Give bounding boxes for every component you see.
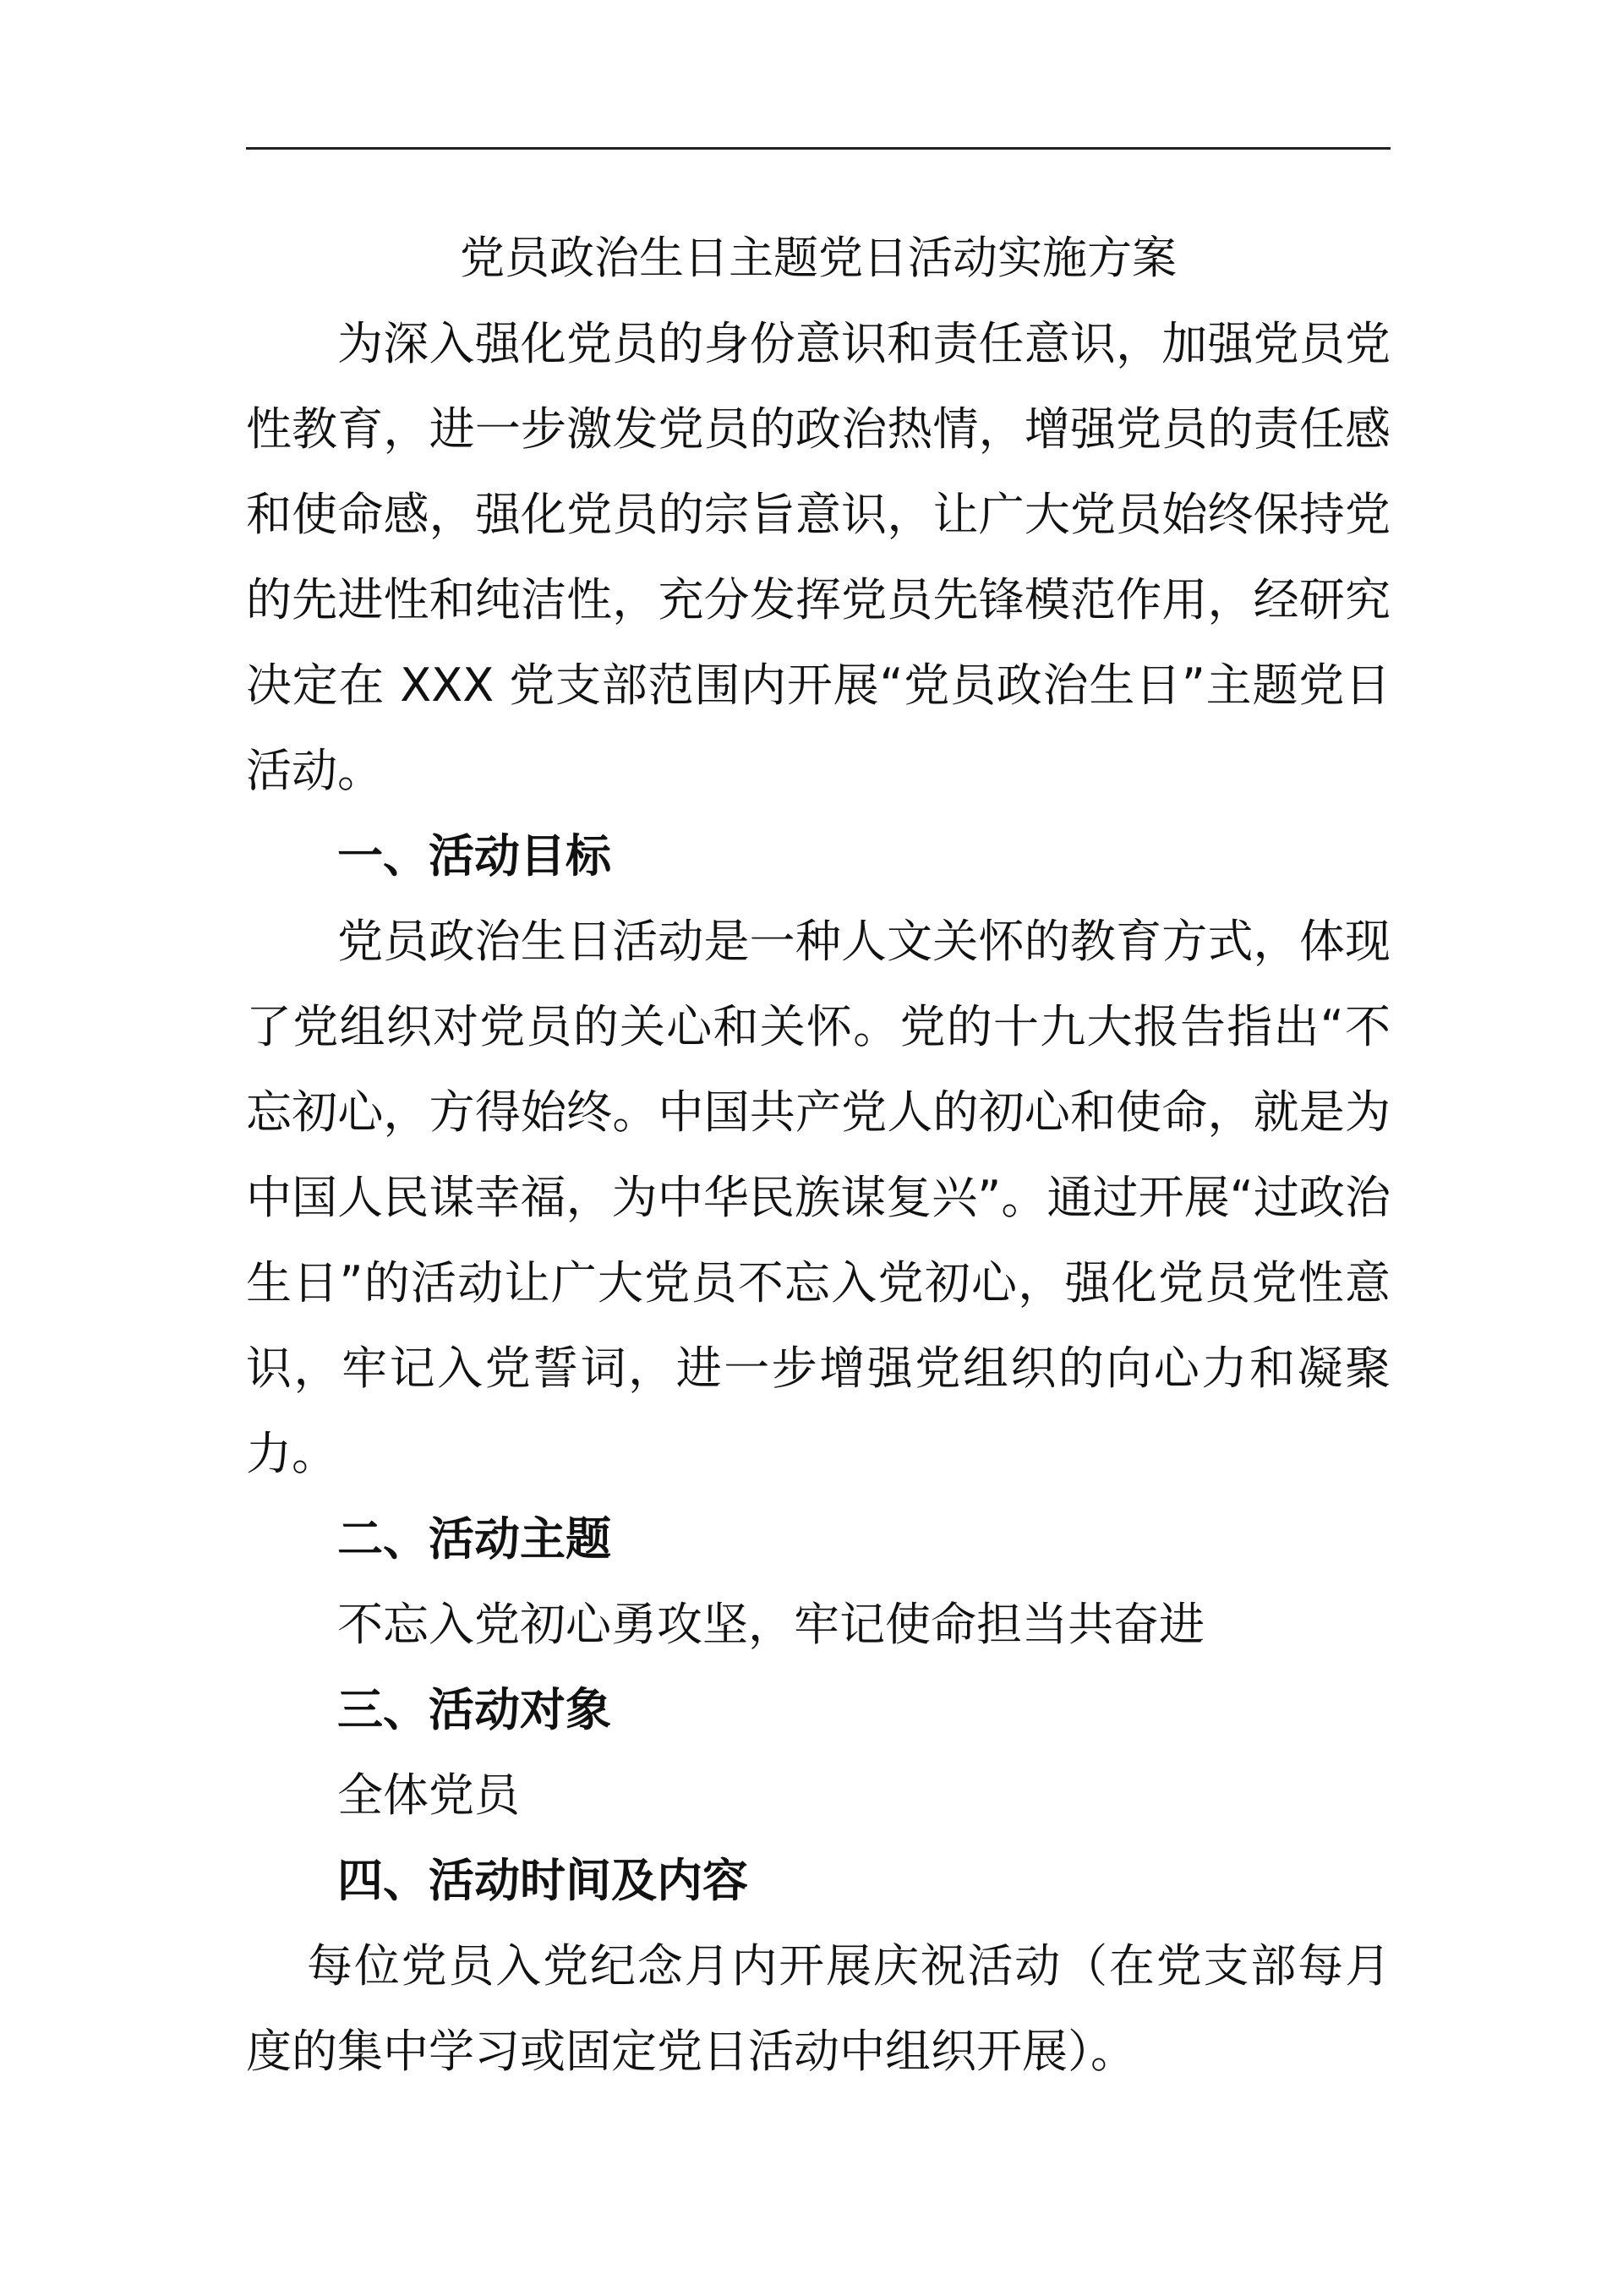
document-body bbox=[246, 216, 1391, 2094]
document-title: 党员政治生日主题党日活动实施方案 bbox=[460, 232, 1177, 284]
section-heading-theme: 二、活动主题 bbox=[337, 1512, 611, 1566]
intro-paragraph: 为深入强化党员的身份意识和责任意识，加强党员党性教育，进一步激发党员的政治热情，增强党员的责任感和使命感，强化党员的宗旨意识，让广大党员始终保持党的先进性和纯洁性，充分发挥党员先锋模范作用，经研究决定在 XXX 党支部范围内开展“党员政治生日”主题党日活动。 bbox=[246, 317, 1391, 797]
section-heading-time-content: 四、活动时间及内容 bbox=[337, 1854, 748, 1907]
section-body-goal: 党员政治生日活动是一种人文关怀的教育方式，体现了党组织对党员的关心和关怀。党的十九大报告指出“不忘初心，方得始终。中国共产党人的初心和使命，就是为中国人民谋幸福，为中华民族谋复兴”。通过开展“过政治生日”的活动让广大党员不忘入党初心，强化党员党性意识，牢记入党誓词，进一步增强党组织的向心力和凝聚力。 bbox=[246, 915, 1391, 1480]
section-body-time-content: 每位党员入党纪念月内开展庆祝活动（在党支部每月度的集中学习或固定党日活动中组织开展）。 bbox=[246, 1939, 1391, 2078]
header-rule bbox=[246, 147, 1391, 150]
section-body-theme: 不忘入党初心勇攻坚，牢记使命担当共奋进 bbox=[337, 1598, 1205, 1651]
section-heading-audience: 三、活动对象 bbox=[337, 1683, 611, 1736]
section-heading-goal: 一、活动目标 bbox=[337, 829, 611, 883]
section-body-audience: 全体党员 bbox=[337, 1768, 520, 1822]
